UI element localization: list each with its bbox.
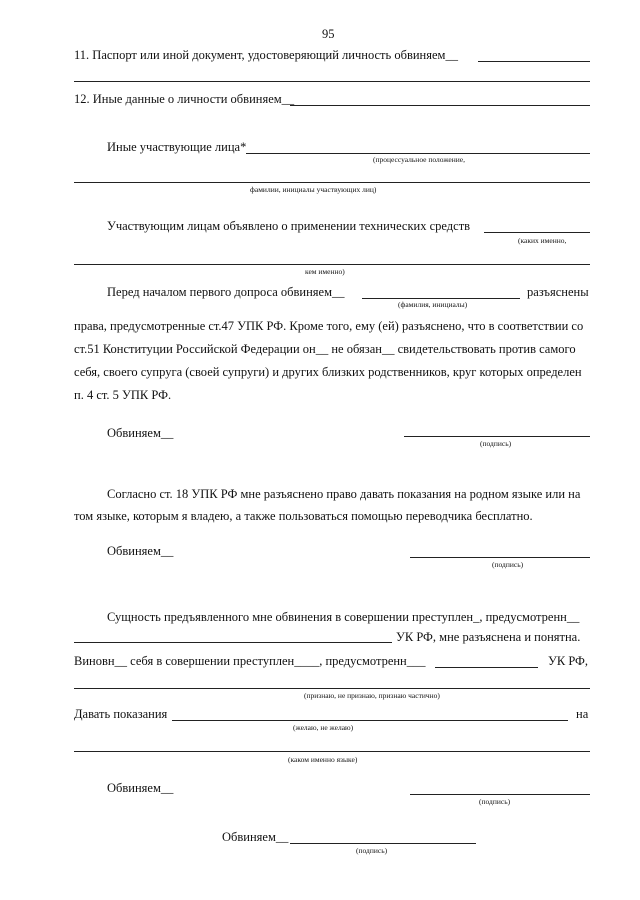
tech-means-field[interactable] <box>484 232 590 233</box>
signature-4-label: Обвиняем__ <box>222 830 289 844</box>
testify-on: на <box>576 707 589 721</box>
plea-caption: (признаю, не признаю, признаю частично) <box>304 691 440 700</box>
signature-2-field[interactable] <box>410 557 590 558</box>
participants-names-caption: фамилии, инициалы участвующих лиц) <box>250 185 377 194</box>
rights-line-3: ст.51 Конституции Российской Федерации он__ не обязан__ свидетельствовать против самого <box>74 342 576 356</box>
item-11-label: 11. Паспорт или иной документ, удостоверяющий личность обвиняем__ <box>74 48 458 62</box>
testify-caption: (желаю, не желаю) <box>293 723 354 732</box>
tech-means-whom-field[interactable] <box>74 264 590 265</box>
rights-intro: Перед началом первого допроса обвиняем__ <box>107 285 345 299</box>
testify-label: Давать показания <box>74 707 168 721</box>
participants-label: Иные участвующие лица* <box>107 140 247 154</box>
participants-names-field[interactable] <box>74 182 590 183</box>
language-line-1: Согласно ст. 18 УПК РФ мне разъяснено право давать показания на родном языке или на <box>107 487 581 501</box>
rights-line-2: права, предусмотренные ст.47 УПК РФ. Кроме того, ему (ей) разъяснено, что в соответствии со <box>74 319 584 333</box>
signature-1-label: Обвиняем__ <box>107 426 174 440</box>
signature-4-field[interactable] <box>290 843 476 844</box>
signature-3-field[interactable] <box>410 794 590 795</box>
language-line-2: том языке, которым я владею, а также пользоваться помощью переводчика бесплатно. <box>74 509 533 523</box>
language-field[interactable] <box>74 751 590 752</box>
charge-article-field[interactable] <box>74 642 392 643</box>
language-caption: (каком именно языке) <box>288 755 358 764</box>
charge-line-1: Сущность предъявленного мне обвинения в совершении преступлен_, предусмотренн__ <box>107 610 580 624</box>
signature-3-caption: (подпись) <box>479 797 511 806</box>
tech-means-label: Участвующим лицам объявлено о применении технических средств <box>107 219 471 233</box>
participants-status-caption: (процессуальное положение, <box>373 155 465 164</box>
signature-3-label: Обвиняем__ <box>107 781 174 795</box>
rights-explained: разъяснены <box>527 285 589 299</box>
item-11-field-continued[interactable] <box>74 81 590 82</box>
charge-line-2: УК РФ, мне разъяснена и понятна. <box>396 630 581 644</box>
signature-4-caption: (подпись) <box>356 846 388 855</box>
page-number: 95 <box>322 27 335 41</box>
accused-name-caption: (фамилия, инициалы) <box>398 300 468 309</box>
rights-line-5: п. 4 ст. 5 УПК РФ. <box>74 388 172 402</box>
item-11-field[interactable] <box>478 61 590 62</box>
item-12-label: 12. Иные данные о личности обвиняем__ <box>74 92 295 106</box>
rights-line-4: себя, своего супруга (своей супруги) и других близких родственников, круг которых определен <box>74 365 582 379</box>
item-12-field[interactable] <box>290 105 590 106</box>
signature-2-caption: (подпись) <box>492 560 524 569</box>
signature-1-field[interactable] <box>404 436 590 437</box>
signature-2-label: Обвиняем__ <box>107 544 174 558</box>
tech-means-whom-caption: кем именно) <box>305 267 345 276</box>
signature-1-caption: (подпись) <box>480 439 512 448</box>
testify-field[interactable] <box>172 720 568 721</box>
participants-status-field[interactable] <box>246 153 590 154</box>
guilt-line: Виновн__ себя в совершении преступлен____, предусмотренн___ <box>74 654 426 668</box>
tech-means-which-caption: (каких именно, <box>518 236 567 245</box>
guilt-article-field[interactable] <box>435 667 538 668</box>
guilt-uk-rf: УК РФ, <box>548 654 589 668</box>
accused-name-field[interactable] <box>362 298 520 299</box>
plea-field[interactable] <box>74 688 590 689</box>
